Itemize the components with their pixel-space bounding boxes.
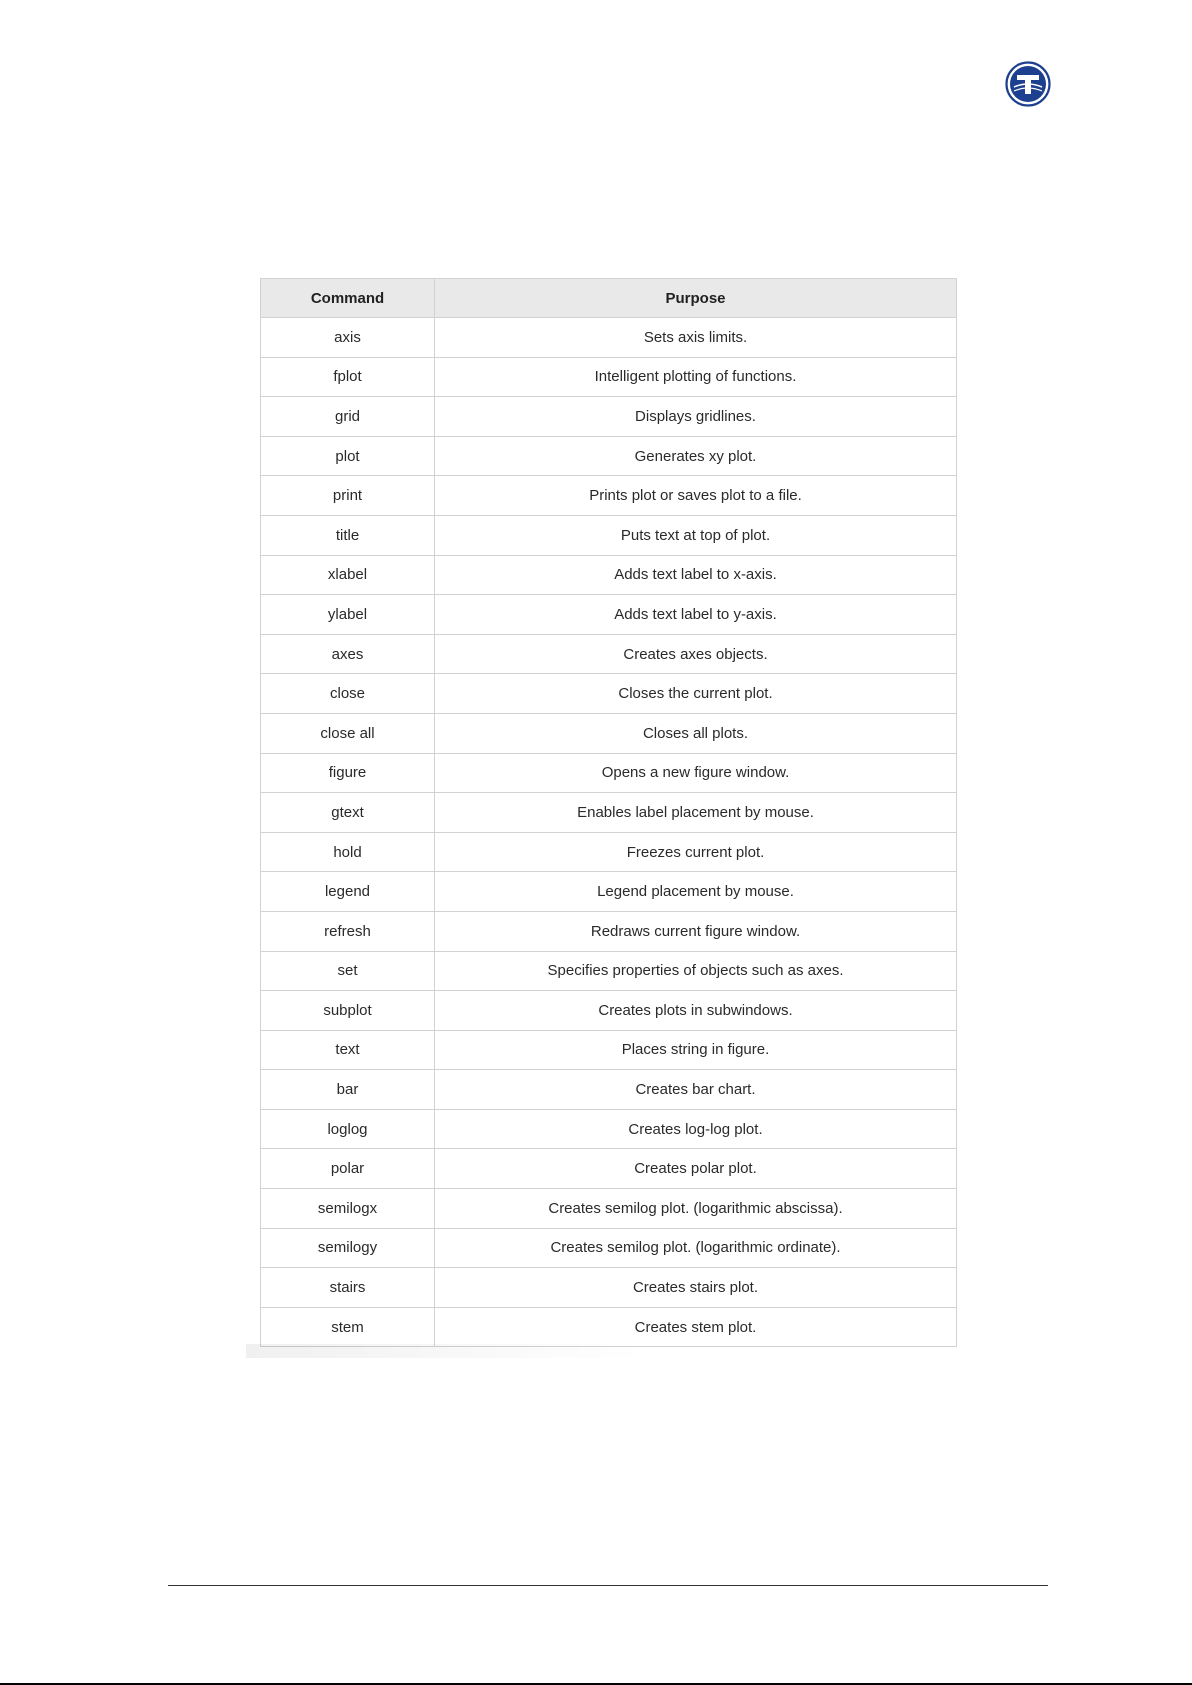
- table-row: [261, 318, 957, 358]
- command-cell: xlabel: [261, 555, 435, 595]
- table-row: [261, 911, 957, 951]
- command-cell: axis: [261, 318, 435, 358]
- plot-commands-table: [260, 278, 957, 1347]
- table-shadow: [246, 1344, 646, 1358]
- purpose-cell: Creates stairs plot.: [435, 1268, 957, 1308]
- purpose-cell: Creates bar chart.: [435, 1070, 957, 1110]
- purpose-cell: Freezes current plot.: [435, 832, 957, 872]
- command-cell: fplot: [261, 357, 435, 397]
- table-row: [261, 872, 957, 912]
- command-cell: plot: [261, 436, 435, 476]
- command-cell: text: [261, 1030, 435, 1070]
- table-header-row: [261, 279, 957, 318]
- purpose-cell: Creates log-log plot.: [435, 1109, 957, 1149]
- table-row: [261, 1070, 957, 1110]
- university-logo-icon: [1005, 61, 1051, 107]
- purpose-cell: Creates plots in subwindows.: [435, 991, 957, 1031]
- table-row: [261, 1149, 957, 1189]
- command-cell: hold: [261, 832, 435, 872]
- table-row: [261, 1030, 957, 1070]
- table-row: [261, 357, 957, 397]
- purpose-cell: Puts text at top of plot.: [435, 515, 957, 555]
- table-row: [261, 793, 957, 833]
- table-row: [261, 753, 957, 793]
- purpose-cell: Places string in figure.: [435, 1030, 957, 1070]
- purpose-cell: Sets axis limits.: [435, 318, 957, 358]
- command-cell: stem: [261, 1307, 435, 1347]
- table-row: [261, 713, 957, 753]
- command-cell: polar: [261, 1149, 435, 1189]
- table-row: [261, 436, 957, 476]
- table-row: [261, 634, 957, 674]
- command-cell: gtext: [261, 793, 435, 833]
- purpose-cell: Adds text label to x-axis.: [435, 555, 957, 595]
- purpose-cell: Creates semilog plot. (logarithmic abscissa).: [435, 1189, 957, 1229]
- purpose-cell: Prints plot or saves plot to a file.: [435, 476, 957, 516]
- command-cell: set: [261, 951, 435, 991]
- column-header-purpose: Purpose: [435, 279, 957, 318]
- command-cell: legend: [261, 872, 435, 912]
- table-body: [261, 318, 957, 1347]
- table-row: [261, 951, 957, 991]
- table-row: [261, 515, 957, 555]
- purpose-cell: Adds text label to y-axis.: [435, 595, 957, 635]
- purpose-cell: Creates axes objects.: [435, 634, 957, 674]
- table-row: [261, 991, 957, 1031]
- command-cell: title: [261, 515, 435, 555]
- command-cell: semilogy: [261, 1228, 435, 1268]
- column-header-command: Command: [261, 279, 435, 318]
- command-cell: semilogx: [261, 1189, 435, 1229]
- table-row: [261, 1228, 957, 1268]
- commands-table-container: [260, 278, 956, 1347]
- table-row: [261, 1189, 957, 1229]
- command-cell: grid: [261, 397, 435, 437]
- purpose-cell: Displays gridlines.: [435, 397, 957, 437]
- table-row: [261, 832, 957, 872]
- purpose-cell: Legend placement by mouse.: [435, 872, 957, 912]
- command-cell: print: [261, 476, 435, 516]
- purpose-cell: Creates semilog plot. (logarithmic ordinate).: [435, 1228, 957, 1268]
- purpose-cell: Intelligent plotting of functions.: [435, 357, 957, 397]
- command-cell: axes: [261, 634, 435, 674]
- command-cell: figure: [261, 753, 435, 793]
- purpose-cell: Redraws current figure window.: [435, 911, 957, 951]
- footer-divider: [168, 1585, 1048, 1586]
- purpose-cell: Specifies properties of objects such as axes.: [435, 951, 957, 991]
- table-row: [261, 476, 957, 516]
- purpose-cell: Creates stem plot.: [435, 1307, 957, 1347]
- table-row: [261, 674, 957, 714]
- command-cell: bar: [261, 1070, 435, 1110]
- command-cell: subplot: [261, 991, 435, 1031]
- logo-emblem: [1005, 61, 1051, 107]
- table-row: [261, 1307, 957, 1347]
- command-cell: loglog: [261, 1109, 435, 1149]
- purpose-cell: Generates xy plot.: [435, 436, 957, 476]
- purpose-cell: Closes all plots.: [435, 713, 957, 753]
- table-row: [261, 595, 957, 635]
- table-row: [261, 555, 957, 595]
- table-row: [261, 1268, 957, 1308]
- purpose-cell: Closes the current plot.: [435, 674, 957, 714]
- command-cell: close: [261, 674, 435, 714]
- table-row: [261, 397, 957, 437]
- purpose-cell: Opens a new figure window.: [435, 753, 957, 793]
- purpose-cell: Creates polar plot.: [435, 1149, 957, 1189]
- table-row: [261, 1109, 957, 1149]
- purpose-cell: Enables label placement by mouse.: [435, 793, 957, 833]
- command-cell: refresh: [261, 911, 435, 951]
- command-cell: close all: [261, 713, 435, 753]
- command-cell: stairs: [261, 1268, 435, 1308]
- command-cell: ylabel: [261, 595, 435, 635]
